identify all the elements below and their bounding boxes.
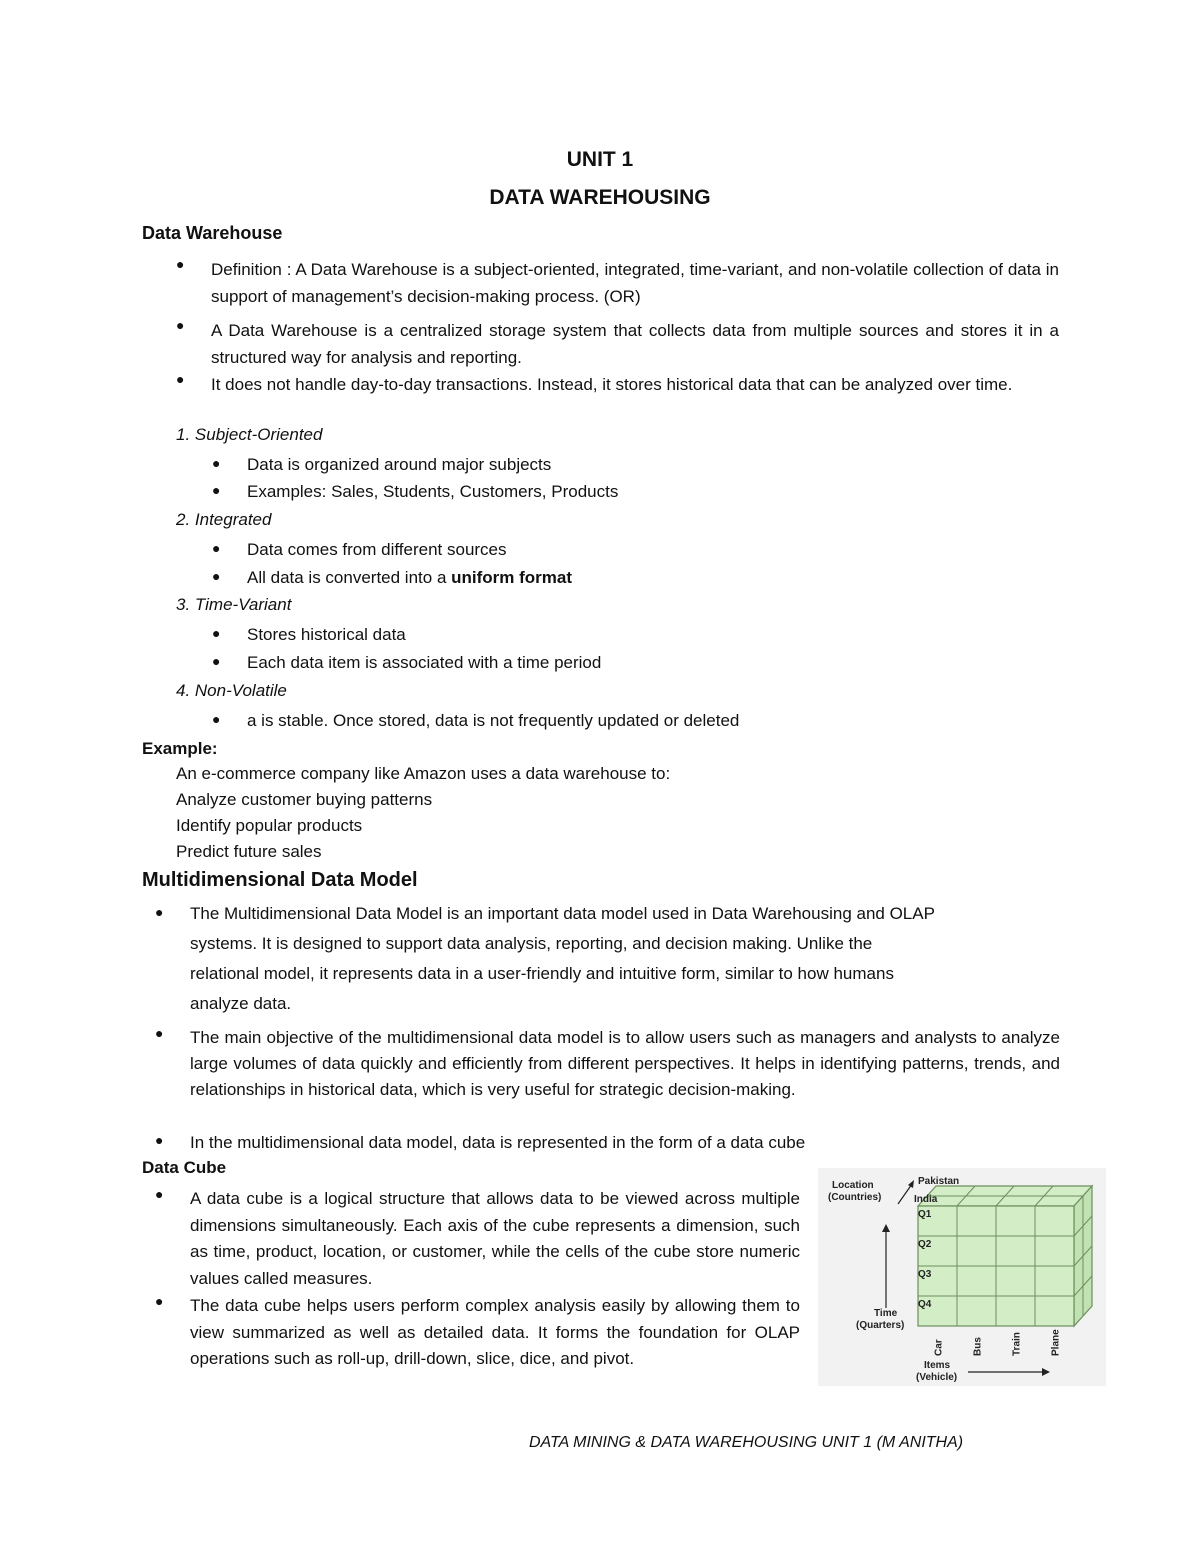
subheading-non-volatile: 4. Non-Volatile <box>176 681 287 700</box>
bullet-icon: ● <box>212 482 221 498</box>
quarter-label: Q2 <box>918 1239 932 1250</box>
bullet-icon: ● <box>212 625 221 641</box>
bullet-icon: ● <box>155 904 164 920</box>
bullet-icon: ● <box>155 1132 164 1148</box>
country-label: Pakistan <box>918 1176 960 1187</box>
section-heading-multidimensional: Multidimensional Data Model <box>142 869 418 891</box>
example-line: An e-commerce company like Amazon uses a data warehouse to: <box>176 764 671 783</box>
items-axis-label: Items <box>924 1360 951 1371</box>
time-axis-label: Time <box>874 1308 898 1319</box>
bullet-icon: ● <box>212 455 221 471</box>
example-line: Identify popular products <box>176 816 363 835</box>
item-label: Train <box>1011 1332 1023 1356</box>
location-axis-arrow <box>898 1184 912 1204</box>
data-cube-diagram <box>818 1168 1106 1386</box>
bullet-icon: ● <box>176 371 185 387</box>
section-heading-data-warehouse: Data Warehouse <box>142 223 283 243</box>
document-page: UNIT 1 DATA WAREHOUSING Data Warehouse ● Definition : A Data Warehouse is a subject-oriented, integrated, time-variant, and non-volatile collection of data in support of management’s decision-making process. (OR) ● A Data Warehouse is a centralized storage system that collects data from multiple sources and stores it in a structured way for analysis and reporting. ● It does not handle day-to-day transactions. Instead, it stores historical data that can be analyzed over time. 1. Subject-Oriented ● Data is organized around major subjects ● Examples: Sales, Students, Customers, Products 2. Integrated ● Data comes from different sources ● All data is converted into a uniform format 3. Time-Variant ● Stores historical data ● Each data item is associated with a time period 4. Non-Volatile ● a is stable. Once stored, data is not frequently updated or deleted Example: An e-commerce company like Amazon uses a data warehouse to: Analyze customer buying patterns Identify popular products Predict future sales Multidimensional Data Model ● The Multidimensional Data Model is an important data model used in Data Warehousing and OLAP systems. It is designed to support data analysis, reporting, and decision making. Unlike the relational model, it represents data in a user-friendly and intuitive form, similar to how humans analyze data. ● The main objective of the multidimensional data model is to allow users such as managers and analysts to analyze large volumes of data quickly and efficiently from different perspectives. It helps in identifying patterns, trends, and relationships in historical data, which is very useful for strategic decision-making. ● In the multidimensional data model, data is represented in the form of a data cube Data Cube ● A data cube is a logical structure that allows data to be viewed across multiple dimensions simultaneously. Each axis of the cube represents a dimension, such as time, product, location, or customer, while the cells of the cube store numeric values called measures. ● The data cube helps users perform complex analysis easily by allowing them to view summarized as well as detailed data. It forms the foundation for OLAP operations such as roll-up, drill-down, slice, dice, and pivot. Location (Countries) Pakistan India Q1 Q2 Q3 Q4 Time (Quarters) Car Bus Train Plane Items (Vehicle) DATA MINING & DATA WAREHOUSING UNIT 1 (M ANITHA) <box>0 0 1200 1553</box>
subheading-time-variant: 3. Time-Variant <box>176 595 292 614</box>
item-label: Bus <box>972 1337 984 1356</box>
location-arrow-head-icon <box>908 1180 914 1188</box>
items-axis-label: (Vehicle) <box>916 1372 958 1383</box>
bullet-icon: ● <box>212 653 221 669</box>
section-heading-data-cube: Data Cube <box>142 1158 227 1177</box>
unit-title: UNIT 1 <box>566 148 634 171</box>
quarter-label: Q4 <box>918 1299 932 1310</box>
example-line: Analyze customer buying patterns <box>176 790 433 809</box>
location-axis-label: (Countries) <box>828 1192 882 1203</box>
bullet-icon: ● <box>155 1025 164 1041</box>
bullet-icon: ● <box>212 711 221 727</box>
quarter-label: Q1 <box>918 1209 932 1220</box>
bullet-icon: ● <box>212 568 221 584</box>
bullet-icon: ● <box>155 1293 164 1309</box>
item-label: Plane <box>1050 1329 1062 1356</box>
location-axis-label: Location <box>832 1180 874 1191</box>
bullet-icon: ● <box>176 256 185 272</box>
bullet-icon: ● <box>212 540 221 556</box>
quarter-label: Q3 <box>918 1269 932 1280</box>
item-label: Car <box>933 1339 945 1356</box>
subheading-subject-oriented: 1. Subject-Oriented <box>176 425 323 444</box>
time-arrow-head-icon <box>882 1224 890 1232</box>
example-line: Predict future sales <box>176 842 322 861</box>
items-arrow-head-icon <box>1042 1368 1050 1376</box>
subheading-integrated: 2. Integrated <box>176 510 272 529</box>
data-cube-figure <box>818 1168 1106 1386</box>
bullet-icon: ● <box>155 1186 164 1202</box>
page-footer: DATA MINING & DATA WAREHOUSING UNIT 1 (M ANITHA) <box>529 1434 964 1451</box>
example-heading: Example: <box>142 739 218 758</box>
bullet-icon: ● <box>176 317 185 333</box>
page-title: DATA WAREHOUSING <box>489 186 711 209</box>
country-label: India <box>914 1194 938 1205</box>
time-axis-label: (Quarters) <box>856 1320 905 1331</box>
